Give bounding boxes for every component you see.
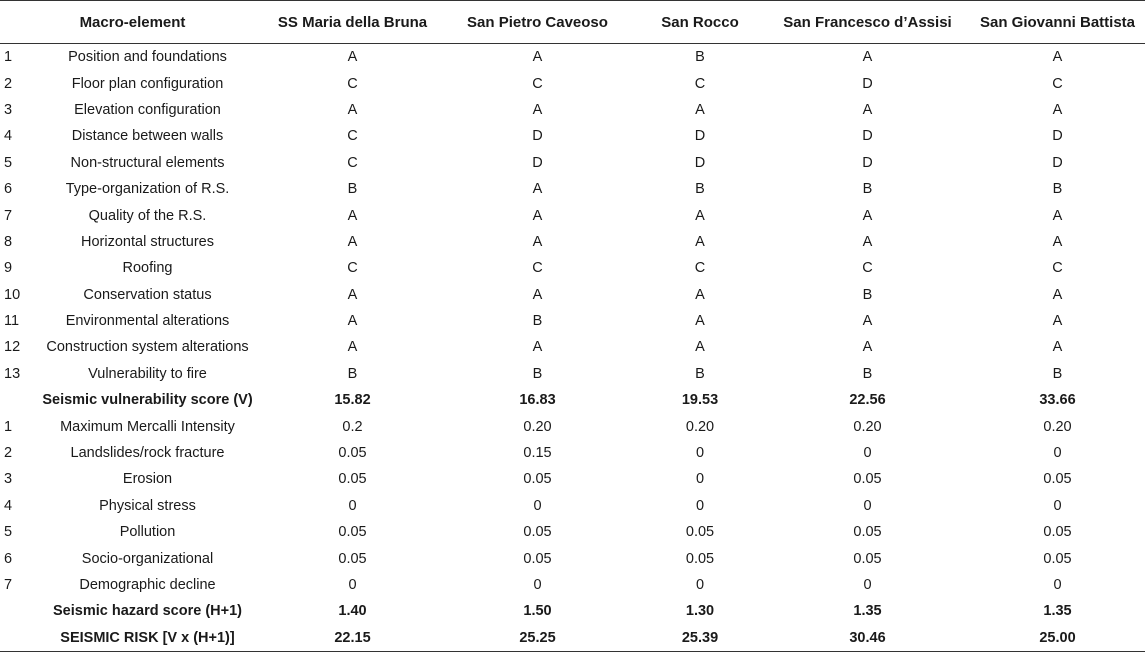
table-cell: B: [532, 313, 543, 330]
row-number: [0, 387, 30, 413]
row-number: 6: [4, 550, 13, 567]
row-number: 3: [4, 471, 13, 488]
table-cell: 0.20: [685, 418, 715, 435]
table-row: [0, 545, 1145, 571]
table-cell: A: [532, 181, 543, 198]
table-cell: B: [347, 365, 358, 382]
row-label: Type-organization of R.S.: [65, 181, 230, 198]
table-cell: 0.05: [338, 524, 367, 541]
table-header: [0, 1, 1145, 44]
row-number: 5: [4, 154, 13, 171]
table-cell: A: [347, 233, 358, 250]
row-label: Socio-organizational: [81, 550, 214, 567]
row-label: Roofing: [122, 260, 173, 277]
row-label: Horizontal structures: [81, 233, 214, 250]
table-row: [0, 625, 1145, 652]
row-label: Pollution: [119, 524, 176, 541]
table-cell: A: [1052, 286, 1063, 303]
table-cell: B: [695, 181, 705, 198]
table-cell: 0.05: [853, 524, 882, 541]
table-cell: C: [532, 75, 543, 92]
row-number: 13: [4, 365, 21, 382]
table-cell: B: [347, 181, 358, 198]
row-number: 10: [4, 286, 21, 303]
table-row: [0, 440, 1145, 466]
table-cell: D: [862, 75, 873, 92]
table-row: [0, 519, 1145, 545]
table-cell: A: [347, 49, 358, 66]
table-cell: 0.20: [523, 418, 552, 435]
header-san-giovanni: San Giovanni Battista: [970, 1, 1145, 44]
table-cell: A: [532, 286, 543, 303]
table-cell: B: [862, 181, 873, 198]
table-cell: 0.05: [853, 550, 882, 567]
table-row: [0, 493, 1145, 519]
row-number: 4: [4, 497, 13, 514]
row-label: Elevation configuration: [74, 101, 221, 118]
table-cell: 0: [695, 577, 705, 593]
table-cell: C: [1052, 75, 1063, 92]
table-cell: C: [1052, 260, 1063, 277]
table-cell: A: [695, 286, 705, 303]
table-row: [0, 413, 1145, 439]
row-number: 1: [4, 418, 13, 435]
table-cell: C: [532, 260, 543, 277]
table-cell: 0: [863, 577, 872, 593]
table-row: [0, 572, 1145, 598]
table-cell: A: [862, 49, 873, 66]
table-cell: 1.40: [338, 603, 367, 620]
row-label: Maximum Mercalli Intensity: [60, 418, 235, 435]
table-cell: 0.05: [338, 550, 367, 567]
table-row: [0, 202, 1145, 228]
table-cell: 0.20: [1043, 418, 1072, 435]
table-row: [0, 97, 1145, 123]
header-maria-della-bruna: SS Maria della Bruna: [265, 1, 440, 44]
row-label: Landslides/rock fracture: [70, 445, 225, 462]
row-number: 8: [4, 233, 13, 250]
table-cell: A: [695, 101, 705, 118]
table-cell: 0: [1053, 445, 1062, 462]
row-number: 3: [4, 101, 13, 118]
table-cell: B: [695, 365, 705, 382]
row-number: 1: [4, 49, 13, 66]
table-cell: 0.05: [1043, 471, 1072, 488]
table-cell: A: [695, 233, 705, 250]
table-row: [0, 255, 1145, 281]
table-cell: 0.05: [523, 471, 552, 488]
table-cell: D: [862, 154, 873, 171]
table-row: [0, 150, 1145, 176]
table-cell: D: [694, 154, 706, 171]
row-label: Demographic decline: [79, 577, 216, 593]
table-row: [0, 308, 1145, 334]
table-cell: 0: [863, 445, 872, 462]
table-cell: 0.05: [1043, 550, 1072, 567]
table-cell: A: [1052, 313, 1063, 330]
table-cell: B: [862, 286, 873, 303]
table-cell: A: [347, 286, 358, 303]
row-number: 12: [4, 339, 21, 356]
table-cell: A: [1052, 233, 1063, 250]
table-cell: B: [1052, 365, 1063, 382]
row-label: Non-structural elements: [70, 154, 225, 171]
table-cell: 0: [695, 497, 705, 514]
header-san-rocco: San Rocco: [635, 1, 765, 44]
table-row: [0, 387, 1145, 413]
table-cell: C: [347, 128, 358, 145]
table-row: [0, 44, 1145, 71]
table-cell: D: [1052, 154, 1063, 171]
row-label: SEISMIC RISK [V x (H+1)]: [30, 625, 265, 652]
table-cell: 15.82: [334, 392, 371, 409]
table-cell: 22.15: [265, 625, 440, 652]
table-cell: A: [695, 207, 705, 224]
row-number: 7: [4, 577, 13, 593]
table-row: [0, 70, 1145, 96]
table-cell: D: [532, 128, 543, 145]
table-cell: 0.05: [853, 471, 882, 488]
row-number: 7: [4, 207, 13, 224]
table-cell: C: [694, 260, 706, 277]
table-cell: A: [695, 339, 705, 356]
row-number: [0, 598, 30, 624]
table-cell: A: [347, 101, 358, 118]
table-cell: 0.2: [342, 418, 363, 435]
row-number: 11: [4, 313, 20, 330]
table-cell: 0.05: [523, 550, 552, 567]
table-cell: A: [1052, 49, 1063, 66]
table-row: [0, 229, 1145, 255]
table-cell: A: [862, 339, 873, 356]
table-cell: 1.35: [853, 603, 882, 620]
table-cell: 0: [863, 497, 872, 514]
table-row: [0, 361, 1145, 387]
table-cell: D: [1052, 128, 1063, 145]
table-cell: 25.25: [440, 625, 635, 652]
header-san-pietro-caveoso: San Pietro Caveoso: [440, 1, 635, 44]
table-body: [0, 44, 1145, 652]
row-number: 2: [4, 445, 13, 462]
table-cell: 0.15: [523, 445, 552, 462]
table-cell: 1.35: [1043, 603, 1072, 620]
table-cell: 0: [533, 497, 542, 514]
table-cell: 0: [348, 577, 357, 593]
header-macro-element: Macro-element: [0, 1, 265, 44]
table-cell: C: [347, 75, 358, 92]
row-number: 5: [4, 524, 13, 541]
table-cell: 0.05: [523, 524, 552, 541]
table-cell: 16.83: [519, 392, 556, 409]
row-label: Floor plan configuration: [71, 75, 224, 92]
header-san-francesco: San Francesco d’Assisi: [765, 1, 970, 44]
row-label: Construction system alterations: [46, 339, 249, 356]
table-cell: C: [347, 260, 358, 277]
table-cell: A: [347, 313, 358, 330]
table-cell: 0.05: [1043, 524, 1072, 541]
row-number: 4: [4, 128, 13, 145]
table-cell: D: [862, 128, 873, 145]
row-number: 9: [4, 260, 13, 277]
table-cell: 0: [695, 445, 705, 462]
table-cell: 22.56: [849, 392, 886, 409]
table-cell: C: [347, 154, 358, 171]
table-cell: 0: [1053, 577, 1062, 593]
table-cell: D: [532, 154, 543, 171]
table-cell: A: [1052, 101, 1063, 118]
table-cell: A: [1052, 207, 1063, 224]
table-cell: B: [532, 365, 543, 382]
table-cell: B: [862, 365, 873, 382]
table-row: [0, 598, 1145, 624]
table-cell: 0.05: [685, 550, 715, 567]
table-cell: A: [862, 313, 873, 330]
table-cell: A: [862, 101, 873, 118]
table-row: [0, 282, 1145, 308]
table-cell: 1.30: [685, 603, 715, 620]
table-cell: D: [694, 128, 706, 145]
row-number: [0, 625, 30, 652]
table-cell: C: [694, 75, 706, 92]
table-cell: A: [532, 339, 543, 356]
table-cell: A: [347, 207, 358, 224]
row-label: Seismic vulnerability score (V): [42, 392, 253, 409]
table-cell: A: [862, 207, 873, 224]
table-cell: 30.46: [765, 625, 970, 652]
table-row: [0, 176, 1145, 202]
row-label: Physical stress: [99, 497, 196, 514]
table-cell: A: [862, 233, 873, 250]
row-number: 2: [4, 75, 13, 92]
table-cell: 0: [348, 497, 357, 514]
table-cell: A: [695, 313, 705, 330]
row-label: Conservation status: [83, 286, 212, 303]
row-label: Distance between walls: [71, 128, 224, 145]
table-cell: 25.00: [970, 625, 1145, 652]
table-cell: A: [532, 233, 543, 250]
row-label: Seismic hazard score (H+1): [53, 603, 242, 620]
row-label: Position and foundations: [68, 49, 227, 66]
row-label: Environmental alterations: [65, 313, 230, 330]
row-label: Erosion: [122, 471, 173, 488]
table-cell: 25.39: [635, 625, 765, 652]
table-row: [0, 334, 1145, 360]
table-cell: 0: [533, 577, 542, 593]
table-row: [0, 466, 1145, 492]
table-cell: 0.20: [853, 418, 882, 435]
table-cell: B: [695, 49, 705, 66]
row-number: 6: [4, 181, 13, 198]
table-cell: C: [862, 260, 873, 277]
table-cell: 0.05: [685, 524, 715, 541]
table-cell: 33.66: [1039, 392, 1076, 409]
table-cell: 0.05: [338, 445, 367, 462]
header-row: [0, 1, 1145, 44]
row-label: Vulnerability to fire: [88, 365, 207, 382]
table-cell: B: [1052, 181, 1063, 198]
table-cell: 1.50: [523, 603, 552, 620]
table-cell: A: [1052, 339, 1063, 356]
table-cell: A: [532, 207, 543, 224]
table-cell: 19.53: [681, 392, 719, 409]
table-cell: A: [532, 101, 543, 118]
table-cell: 0.05: [338, 471, 367, 488]
table-cell: A: [532, 49, 543, 66]
table-cell: 0: [695, 471, 705, 488]
table-cell: A: [347, 339, 358, 356]
table-row: [0, 123, 1145, 149]
table-cell: 0: [1053, 497, 1062, 514]
row-label: Quality of the R.S.: [88, 207, 207, 224]
